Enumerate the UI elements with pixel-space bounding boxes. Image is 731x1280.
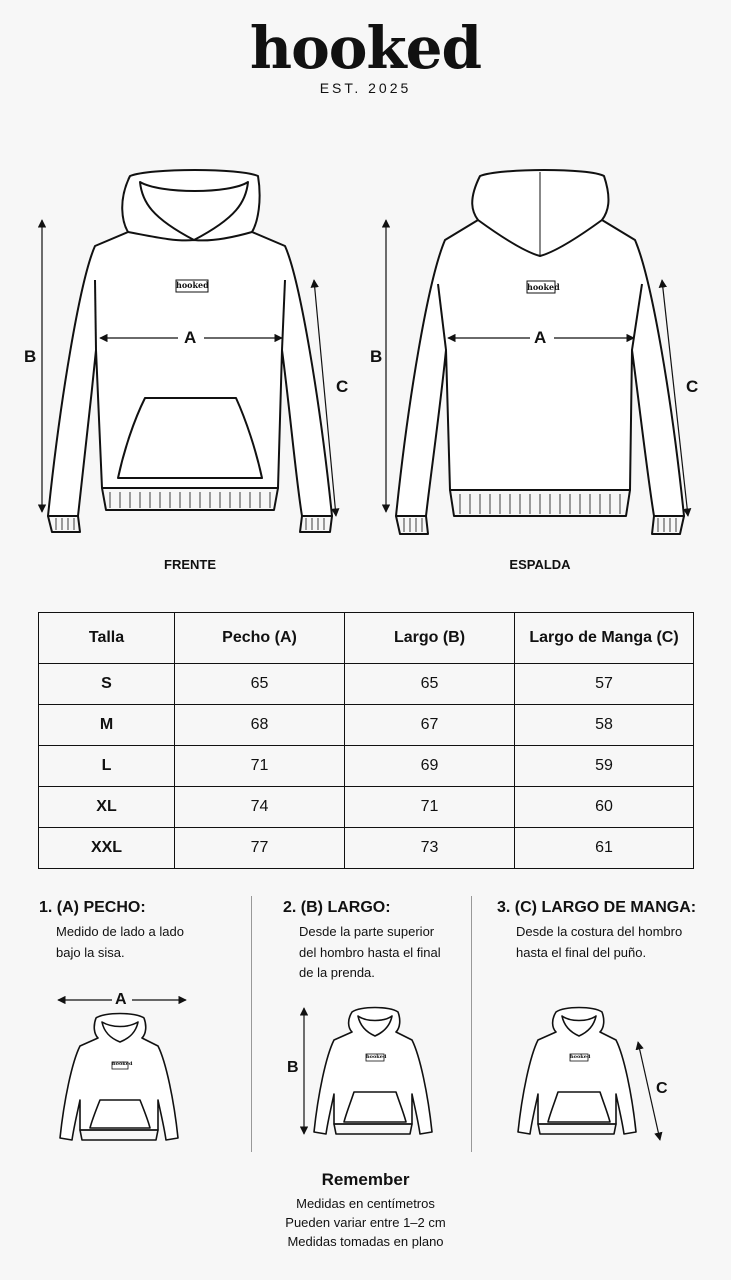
howto-length-letter: B [287,1059,299,1076]
size-cell: L [39,746,175,787]
howto-chest-drawing [40,990,200,1150]
sleeve-cell: 58 [515,705,694,746]
remember-line-tolerance: Pueden variar entre 1–2 cm [285,1215,446,1230]
table-row [39,705,694,746]
chest-cell: 74 [175,787,345,828]
chest-cell: 77 [175,828,345,869]
howto-sleeve-text [516,922,706,963]
chest-cell: 71 [175,746,345,787]
howto-chest-letter: A [115,991,127,1008]
front-measure-b: B [24,347,37,366]
howto-chest-text [56,922,256,963]
col-header-length: Largo (B) [345,613,515,664]
remember-line-method: Medidas tomadas en plano [287,1234,444,1249]
howto-chest-line: Medido de lado a lado [56,924,184,939]
hoodie-back-drawing [350,160,710,550]
howto-length-line: Desde la parte superior [299,924,435,939]
table-row [39,746,694,787]
howto-length-drawing [290,1000,450,1150]
front-measure-c: C [336,377,349,396]
back-measure-a: A [534,328,547,347]
table-row [39,828,694,869]
table-row [39,787,694,828]
remember-line-units: Medidas en centímetros [296,1196,435,1211]
brand-logo: hooked [249,14,482,82]
length-cell: 65 [345,664,515,705]
sleeve-cell: 59 [515,746,694,787]
front-measure-a: A [184,328,197,347]
howto-sleeve-line: hasta el final del puño. [516,944,647,960]
remember-title: Remember [321,1170,410,1189]
howto-length-title: 2. (B) LARGO: [283,899,391,916]
howto-length-text [299,922,499,984]
divider [471,896,472,1152]
howto-sleeve-garment-label: hooked [570,1054,591,1060]
howto-length-line: del hombro hasta el final [299,944,441,960]
hoodie-front-drawing [0,160,360,550]
howto-length-garment-label: hooked [366,1054,387,1060]
howto-sleeve-line: Desde la costura del hombro [516,924,683,939]
size-cell: XL [39,787,175,828]
table-row [39,664,694,705]
chest-cell: 65 [175,664,345,705]
howto-chest-line: bajo la sisa. [56,944,125,960]
size-table [38,612,694,869]
length-cell: 69 [345,746,515,787]
howto-sleeve-letter: C [656,1080,668,1097]
howto-chest-garment-label: hooked [112,1061,133,1067]
front-view-caption: FRENTE [164,557,216,572]
howto-length-line: de la prenda. [299,965,375,980]
sleeve-cell: 57 [515,664,694,705]
howto-sleeve-drawing [500,1000,680,1150]
length-cell: 67 [345,705,515,746]
col-header-size: Talla [39,613,175,664]
table-header-row [39,613,694,664]
chest-cell: 68 [175,705,345,746]
size-cell: S [39,664,175,705]
howto-chest-title: 1. (A) PECHO: [39,899,146,916]
size-cell: XXL [39,828,175,869]
sleeve-cell: 61 [515,828,694,869]
divider [251,896,252,1152]
length-cell: 71 [345,787,515,828]
col-header-chest: Pecho (A) [175,613,345,664]
hoodie-front-label: hooked [176,280,209,290]
length-cell: 73 [345,828,515,869]
back-measure-c: C [686,377,699,396]
col-header-sleeve: Largo de Manga (C) [515,613,694,664]
size-cell: M [39,705,175,746]
back-measure-b: B [370,347,383,366]
back-view-caption: ESPALDA [509,557,571,572]
howto-sleeve-title: 3. (C) LARGO DE MANGA: [497,899,697,916]
brand-tagline: EST. 2025 [319,80,412,96]
sleeve-cell: 60 [515,787,694,828]
hoodie-back-label: hooked [527,282,560,292]
